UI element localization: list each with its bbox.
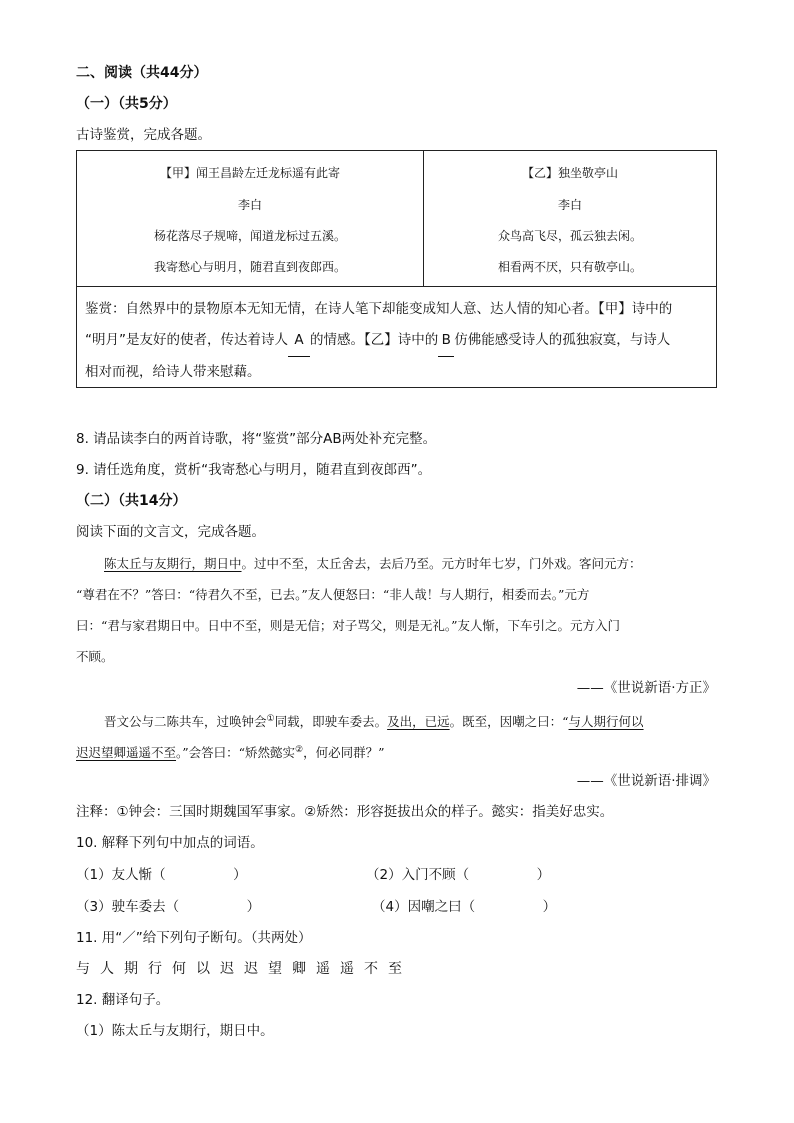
poem-jia-author: 李白 (237, 198, 262, 212)
section-heading: 二、阅读（共44分） (76, 65, 208, 81)
notes: 注释：①钟会：三国时期魏国军事家。②矫然：形容挺拔出众的样子。懿实：指美好忠实。 (76, 804, 614, 820)
appreciation-cell (77, 287, 717, 388)
poem-table (76, 150, 717, 388)
question-12-1: （1）陈太丘与友期行，期日中。 (76, 1023, 274, 1039)
poem-jia-line1: 杨花落尽子规啼，闻道龙标过五溪。 (153, 229, 346, 243)
question-10-3[interactable]: （3）驶车委去（ ） (76, 899, 261, 915)
question-11-sentence: 与人期行何以迟迟望卿遥遥不至 (76, 961, 412, 977)
passage1-line4: 不顾。 (76, 649, 114, 664)
part1-heading: （一）（共5分） (76, 96, 177, 112)
poem-yi-line2: 相看两不厌，只有敬亭山。 (497, 260, 642, 274)
poem-jia-cell (77, 151, 424, 287)
passage1-line3: 曰：“君与家君期日中。日中不至，则是无信；对子骂父，则是无礼。”友人惭，下车引之。元方入门 (76, 618, 621, 633)
part2-heading: （二）（共14分） (76, 493, 187, 509)
question-9: 9. 请任选角度，赏析“我寄愁心与明月，随君直到夜郎西”。 (76, 462, 432, 478)
appreciation-line2: “明月”是友好的使者，传达着诗人 A 的情感。【乙】诗中的 B 仿佛能感受诗人的孤独寂寞，与诗人 (85, 325, 672, 357)
passage1-line2: “尊君在不？”答曰：“待君久不至，已去。”友人便怒曰：“非人哉！与人期行，相委而去。”元方 (76, 587, 590, 602)
blank-b[interactable]: B (438, 325, 454, 357)
appreciation-line3: 相对而视，给诗人带来慰藉。 (85, 364, 261, 380)
question-12: 12. 翻译句子。 (76, 992, 170, 1008)
question-10-4[interactable]: （4）因嘲之曰（ ） (372, 899, 557, 915)
passage2-line2: 迟迟望卿遥遥不至。”会答曰：“矫然懿实②，何必同群？” (76, 745, 385, 761)
passage2-source: ——《世说新语·排调》 (576, 773, 716, 789)
poem-jia-title: 【甲】闻王昌龄左迁龙标遥有此寄 (159, 166, 340, 180)
question-10: 10. 解释下列句中加点的词语。 (76, 835, 264, 851)
poem-yi-cell (424, 151, 717, 287)
poem-yi-title: 【乙】独坐敬亭山 (521, 166, 618, 180)
part2-instruction: 阅读下面的文言文，完成各题。 (76, 524, 265, 540)
question-10-1[interactable]: （1）友人惭（ ） (76, 867, 247, 883)
question-8: 8. 请品读李白的两首诗歌，将“鉴赏”部分AB两处补充完整。 (76, 431, 437, 447)
appreciation-line1: 鉴赏：自然界中的景物原本无知无情，在诗人笔下却能变成知人意、达人情的知心者。【甲】诗中的 (85, 301, 673, 317)
part1-instruction: 古诗鉴赏，完成各题。 (76, 127, 211, 143)
blank-a[interactable]: A (288, 325, 310, 357)
poem-yi-author: 李白 (557, 198, 582, 212)
poem-jia-line2: 我寄愁心与明月，随君直到夜郎西。 (153, 260, 346, 274)
appreciation-text (85, 294, 672, 388)
poem-yi-line1: 众鸟高飞尽，孤云独去闲。 (497, 229, 642, 243)
question-11: 11. 用“／”给下列句子断句。（共两处） (76, 930, 312, 946)
passage2-line1: 晋文公与二陈共车，过唤钟会①同载，即驶车委去。及出，已远。既至，因嘲之曰：“与人期行何以 (104, 714, 644, 730)
passage1-line1: 陈太丘与友期行，期日中。过中不至，太丘舍去，去后乃至。元方时年七岁，门外戏。客问元方： (104, 556, 642, 571)
passage1-source: ——《世说新语·方正》 (576, 680, 716, 696)
question-10-2[interactable]: （2）入门不顾（ ） (366, 867, 551, 883)
